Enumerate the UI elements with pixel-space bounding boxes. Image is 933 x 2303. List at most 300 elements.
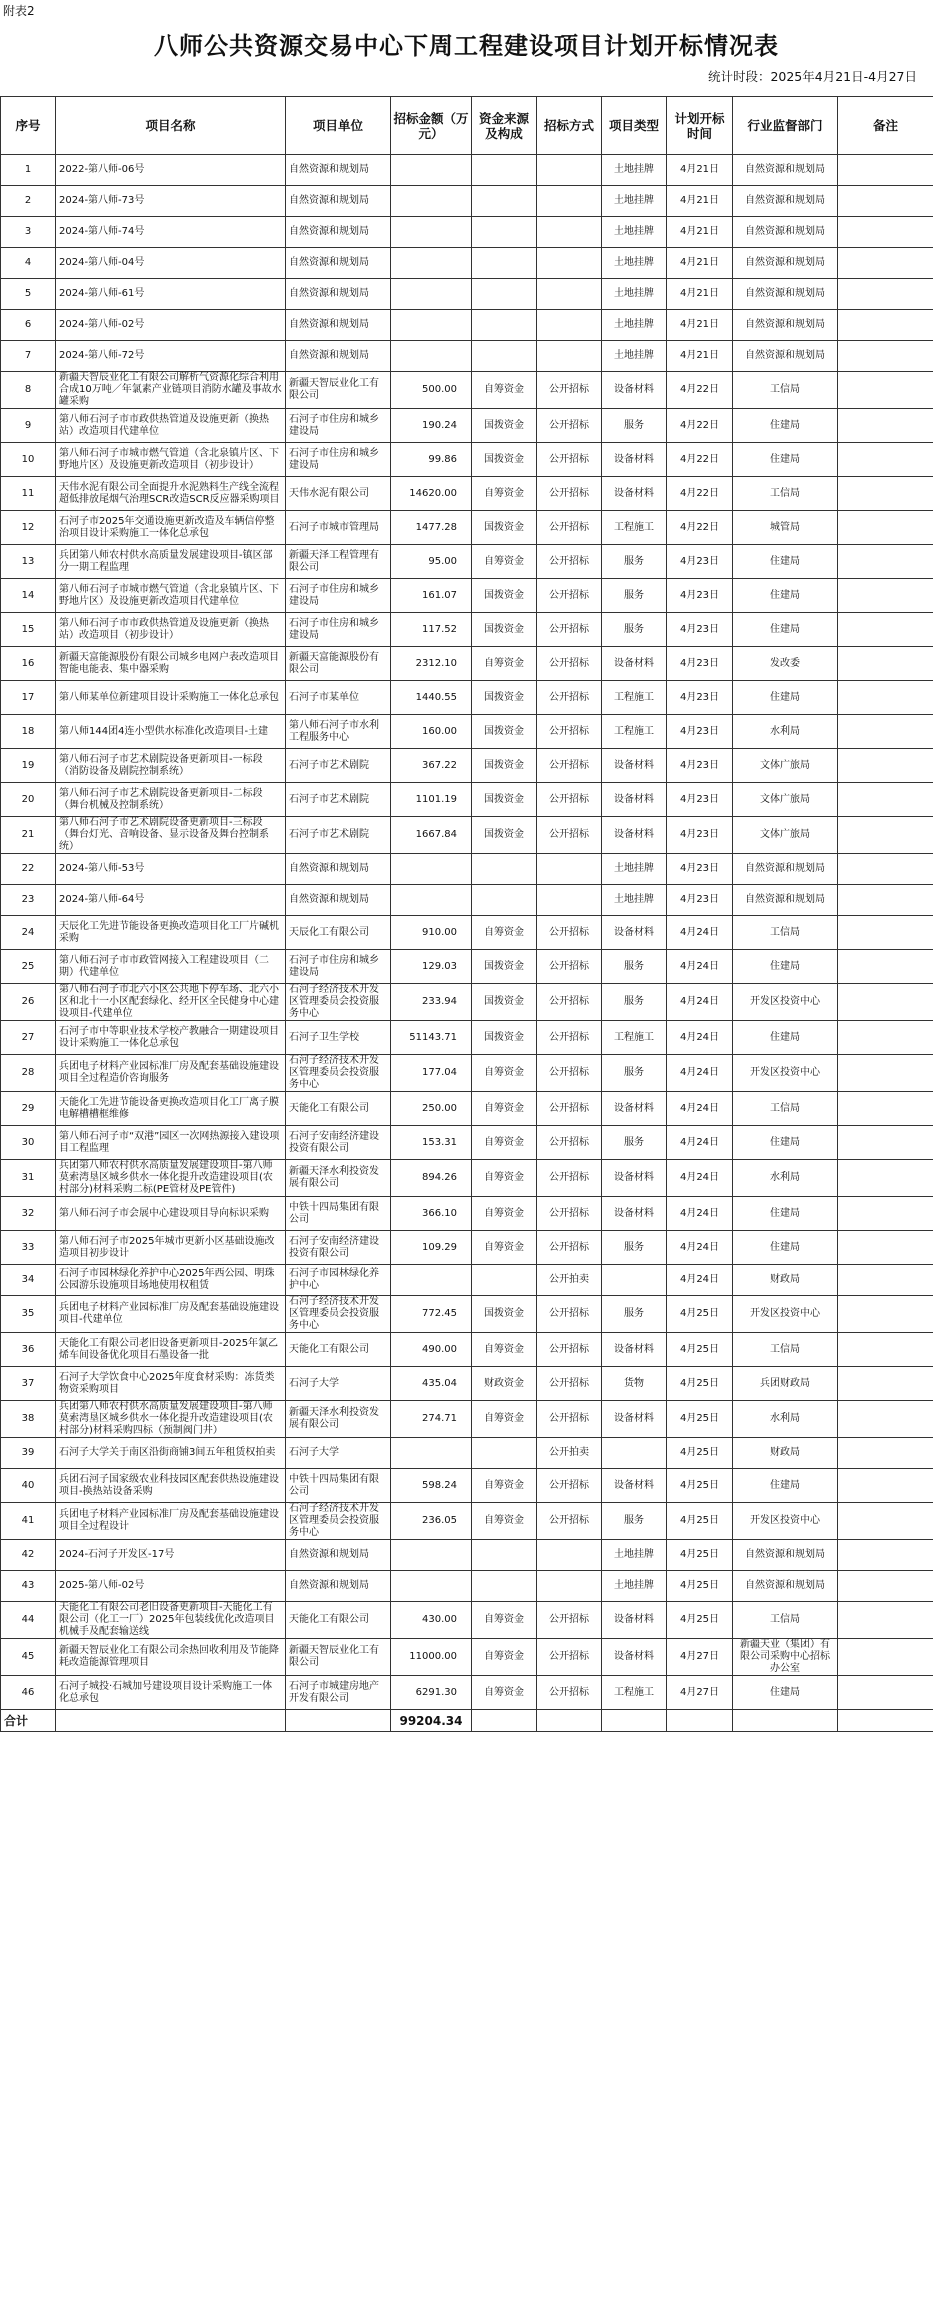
cell-note bbox=[838, 579, 933, 613]
cell-project-unit: 天能化工有限公司 bbox=[286, 1602, 391, 1639]
cell-note bbox=[838, 817, 933, 854]
cell-opening-time: 4月24日 bbox=[667, 1160, 733, 1197]
cell-fund-source bbox=[472, 1265, 537, 1296]
cell-amount: 129.03 bbox=[391, 950, 472, 984]
cell-note bbox=[838, 341, 933, 372]
cell-project-unit: 中铁十四局集团有限公司 bbox=[286, 1469, 391, 1503]
cell-opening-time: 4月25日 bbox=[667, 1296, 733, 1333]
header-project-type: 项目类型 bbox=[602, 97, 667, 155]
cell-project-unit: 自然资源和规划局 bbox=[286, 310, 391, 341]
cell-supervision-dept: 财政局 bbox=[733, 1438, 838, 1469]
cell-amount: 236.05 bbox=[391, 1503, 472, 1540]
table-row bbox=[1, 916, 933, 950]
cell-supervision-dept: 自然资源和规划局 bbox=[733, 155, 838, 186]
table-row bbox=[1, 1021, 933, 1055]
table-row bbox=[1, 1055, 933, 1092]
cell-tender-method: 公开招标 bbox=[537, 613, 602, 647]
cell-seq: 32 bbox=[1, 1197, 56, 1231]
table-row bbox=[1, 155, 933, 186]
cell-supervision-dept: 住建局 bbox=[733, 579, 838, 613]
cell-project-name: 天伟水泥有限公司全面提升水泥熟料生产线全流程超低排放尾烟气治理SCR改造SCR反应器采购项目 bbox=[56, 477, 286, 511]
total-row bbox=[1, 1710, 933, 1732]
cell-opening-time: 4月25日 bbox=[667, 1540, 733, 1571]
cell-project-type: 服务 bbox=[602, 1126, 667, 1160]
cell-seq: 41 bbox=[1, 1503, 56, 1540]
cell-opening-time: 4月24日 bbox=[667, 950, 733, 984]
cell-tender-method: 公开招标 bbox=[537, 647, 602, 681]
cell-project-name: 天辰化工先进节能设备更换改造项目化工厂片碱机采购 bbox=[56, 916, 286, 950]
cell-note bbox=[838, 715, 933, 749]
cell-project-name: 石河子大学饮食中心2025年度食材采购：冻货类物资采购项目 bbox=[56, 1367, 286, 1401]
cell-supervision-dept: 自然资源和规划局 bbox=[733, 854, 838, 885]
cell-project-type: 货物 bbox=[602, 1367, 667, 1401]
total-amount: 99204.34 bbox=[391, 1710, 472, 1732]
cell-project-name: 第八师石河子市2025年城市更新小区基础设施改造项目初步设计 bbox=[56, 1231, 286, 1265]
cell-project-unit: 自然资源和规划局 bbox=[286, 854, 391, 885]
cell-opening-time: 4月22日 bbox=[667, 511, 733, 545]
cell-project-name: 天能化工有限公司老旧设备更新项目-天能化工有限公司（化工一厂）2025年包装线优化改造项目机械手及配套输送线 bbox=[56, 1602, 286, 1639]
cell-project-type: 土地挂牌 bbox=[602, 341, 667, 372]
cell-project-type: 服务 bbox=[602, 950, 667, 984]
cell-tender-method bbox=[537, 854, 602, 885]
cell-tender-method: 公开招标 bbox=[537, 749, 602, 783]
cell-opening-time: 4月21日 bbox=[667, 279, 733, 310]
cell-project-name: 石河子城投·石城加号建设项目设计采购施工一体化总承包 bbox=[56, 1676, 286, 1710]
cell-project-unit: 石河子经济技术开发区管理委员会投资服务中心 bbox=[286, 1503, 391, 1540]
cell-tender-method: 公开招标 bbox=[537, 817, 602, 854]
cell-seq: 40 bbox=[1, 1469, 56, 1503]
cell-amount: 153.31 bbox=[391, 1126, 472, 1160]
table-row bbox=[1, 1126, 933, 1160]
cell-opening-time: 4月24日 bbox=[667, 1231, 733, 1265]
table-row bbox=[1, 1676, 933, 1710]
cell-amount bbox=[391, 186, 472, 217]
cell-fund-source: 自筹资金 bbox=[472, 545, 537, 579]
cell-opening-time: 4月22日 bbox=[667, 409, 733, 443]
cell-project-name: 2024-第八师-02号 bbox=[56, 310, 286, 341]
cell-project-unit: 天能化工有限公司 bbox=[286, 1333, 391, 1367]
cell-opening-time: 4月21日 bbox=[667, 310, 733, 341]
cell-amount: 598.24 bbox=[391, 1469, 472, 1503]
cell-supervision-dept: 住建局 bbox=[733, 1126, 838, 1160]
cell-fund-source bbox=[472, 854, 537, 885]
cell-project-unit: 新疆天智辰业化工有限公司 bbox=[286, 372, 391, 409]
cell-note bbox=[838, 1639, 933, 1676]
cell-seq: 2 bbox=[1, 186, 56, 217]
cell-project-unit: 自然资源和规划局 bbox=[286, 248, 391, 279]
total-empty-cell bbox=[838, 1710, 933, 1732]
cell-seq: 20 bbox=[1, 783, 56, 817]
cell-amount bbox=[391, 854, 472, 885]
cell-fund-source: 国拨资金 bbox=[472, 1021, 537, 1055]
cell-project-type: 服务 bbox=[602, 1296, 667, 1333]
cell-seq: 6 bbox=[1, 310, 56, 341]
total-empty-cell bbox=[602, 1710, 667, 1732]
cell-opening-time: 4月23日 bbox=[667, 749, 733, 783]
cell-tender-method: 公开招标 bbox=[537, 1333, 602, 1367]
cell-fund-source bbox=[472, 279, 537, 310]
header-fund-source: 资金来源及构成 bbox=[472, 97, 537, 155]
cell-note bbox=[838, 1092, 933, 1126]
cell-note bbox=[838, 409, 933, 443]
cell-supervision-dept: 文体广旅局 bbox=[733, 749, 838, 783]
cell-supervision-dept: 自然资源和规划局 bbox=[733, 1540, 838, 1571]
cell-project-name: 2024-石河子开发区-17号 bbox=[56, 1540, 286, 1571]
cell-opening-time: 4月25日 bbox=[667, 1367, 733, 1401]
cell-seq: 25 bbox=[1, 950, 56, 984]
cell-seq: 33 bbox=[1, 1231, 56, 1265]
cell-supervision-dept: 自然资源和规划局 bbox=[733, 885, 838, 916]
cell-project-unit: 自然资源和规划局 bbox=[286, 1571, 391, 1602]
cell-seq: 38 bbox=[1, 1401, 56, 1438]
cell-opening-time: 4月24日 bbox=[667, 1126, 733, 1160]
total-empty-cell bbox=[286, 1710, 391, 1732]
total-empty-cell bbox=[56, 1710, 286, 1732]
table-row bbox=[1, 1503, 933, 1540]
cell-project-unit: 石河子经济技术开发区管理委员会投资服务中心 bbox=[286, 1296, 391, 1333]
cell-amount: 367.22 bbox=[391, 749, 472, 783]
cell-tender-method: 公开招标 bbox=[537, 950, 602, 984]
cell-tender-method: 公开招标 bbox=[537, 1469, 602, 1503]
cell-opening-time: 4月23日 bbox=[667, 715, 733, 749]
cell-project-name: 新疆天智辰业化工有限公司余热回收利用及节能降耗改造能源管理项目 bbox=[56, 1639, 286, 1676]
cell-project-name: 第八师石河子市市政供热管道及设施更新（换热站）改造项目代建单位 bbox=[56, 409, 286, 443]
header-seq: 序号 bbox=[1, 97, 56, 155]
cell-project-name: 兵团石河子国家级农业科技园区配套供热设施建设项目-换热站设备采购 bbox=[56, 1469, 286, 1503]
cell-project-name: 第八师石河子市城市燃气管道（含北泉镇片区、下野地片区）及设施更新改造项目代建单位 bbox=[56, 579, 286, 613]
cell-project-name: 第八师石河子市艺术剧院设备更新项目-一标段（消防设备及剧院控制系统） bbox=[56, 749, 286, 783]
cell-amount: 366.10 bbox=[391, 1197, 472, 1231]
cell-note bbox=[838, 155, 933, 186]
cell-tender-method: 公开招标 bbox=[537, 511, 602, 545]
cell-supervision-dept: 文体广旅局 bbox=[733, 817, 838, 854]
cell-fund-source bbox=[472, 1438, 537, 1469]
cell-opening-time: 4月25日 bbox=[667, 1438, 733, 1469]
cell-project-name: 石河子市园林绿化养护中心2025年西公园、明珠公园游乐设施项目场地使用权租赁 bbox=[56, 1265, 286, 1296]
cell-fund-source: 自筹资金 bbox=[472, 916, 537, 950]
cell-tender-method: 公开招标 bbox=[537, 477, 602, 511]
cell-supervision-dept: 开发区投资中心 bbox=[733, 984, 838, 1021]
cell-note bbox=[838, 310, 933, 341]
table-row bbox=[1, 1333, 933, 1367]
header-project-unit: 项目单位 bbox=[286, 97, 391, 155]
cell-opening-time: 4月23日 bbox=[667, 647, 733, 681]
cell-project-name: 石河子市中等职业技术学校产教融合一期建设项目设计采购施工一体化总承包 bbox=[56, 1021, 286, 1055]
cell-opening-time: 4月23日 bbox=[667, 579, 733, 613]
cell-note bbox=[838, 854, 933, 885]
cell-amount: 233.94 bbox=[391, 984, 472, 1021]
table-row bbox=[1, 217, 933, 248]
cell-supervision-dept: 新疆天业（集团）有限公司采购中心招标办公室 bbox=[733, 1639, 838, 1676]
cell-project-name: 第八师石河子市北六小区公共地下停车场、北六小区和北十一小区配套绿化、经开区全民健身中心建设项目-代建单位 bbox=[56, 984, 286, 1021]
total-empty-cell bbox=[733, 1710, 838, 1732]
cell-project-name: 2024-第八师-61号 bbox=[56, 279, 286, 310]
table-row bbox=[1, 681, 933, 715]
cell-project-unit: 中铁十四局集团有限公司 bbox=[286, 1197, 391, 1231]
table-row bbox=[1, 950, 933, 984]
cell-fund-source: 国拨资金 bbox=[472, 715, 537, 749]
cell-fund-source: 国拨资金 bbox=[472, 511, 537, 545]
cell-opening-time: 4月24日 bbox=[667, 984, 733, 1021]
cell-opening-time: 4月24日 bbox=[667, 1197, 733, 1231]
cell-project-unit: 石河子经济技术开发区管理委员会投资服务中心 bbox=[286, 984, 391, 1021]
table-row bbox=[1, 1401, 933, 1438]
cell-project-type: 土地挂牌 bbox=[602, 1571, 667, 1602]
cell-fund-source: 国拨资金 bbox=[472, 409, 537, 443]
cell-supervision-dept: 发改委 bbox=[733, 647, 838, 681]
cell-supervision-dept: 住建局 bbox=[733, 409, 838, 443]
cell-opening-time: 4月23日 bbox=[667, 817, 733, 854]
cell-amount bbox=[391, 279, 472, 310]
cell-project-name: 天能化工先进节能设备更换改造项目化工厂离子膜电解槽槽框维修 bbox=[56, 1092, 286, 1126]
cell-fund-source: 自筹资金 bbox=[472, 1197, 537, 1231]
cell-supervision-dept: 自然资源和规划局 bbox=[733, 1571, 838, 1602]
cell-fund-source: 国拨资金 bbox=[472, 681, 537, 715]
total-empty-cell bbox=[667, 1710, 733, 1732]
cell-project-unit: 石河子安南经济建设投资有限公司 bbox=[286, 1126, 391, 1160]
cell-project-type: 服务 bbox=[602, 545, 667, 579]
table-body bbox=[1, 155, 933, 1710]
cell-seq: 10 bbox=[1, 443, 56, 477]
table-row bbox=[1, 372, 933, 409]
cell-amount bbox=[391, 310, 472, 341]
cell-opening-time: 4月24日 bbox=[667, 1265, 733, 1296]
header-opening-time: 计划开标时间 bbox=[667, 97, 733, 155]
cell-fund-source: 自筹资金 bbox=[472, 1676, 537, 1710]
cell-project-name: 兵团电子材料产业园标准厂房及配套基础设施建设项目全过程造价咨询服务 bbox=[56, 1055, 286, 1092]
table-row bbox=[1, 715, 933, 749]
cell-opening-time: 4月27日 bbox=[667, 1639, 733, 1676]
cell-amount: 6291.30 bbox=[391, 1676, 472, 1710]
table-row bbox=[1, 1571, 933, 1602]
cell-fund-source: 国拨资金 bbox=[472, 950, 537, 984]
table-row bbox=[1, 279, 933, 310]
cell-supervision-dept: 工信局 bbox=[733, 916, 838, 950]
cell-fund-source: 自筹资金 bbox=[472, 1055, 537, 1092]
cell-seq: 44 bbox=[1, 1602, 56, 1639]
cell-project-type: 设备材料 bbox=[602, 1401, 667, 1438]
table-row bbox=[1, 1639, 933, 1676]
cell-note bbox=[838, 1571, 933, 1602]
cell-amount: 430.00 bbox=[391, 1602, 472, 1639]
cell-amount: 435.04 bbox=[391, 1367, 472, 1401]
cell-amount bbox=[391, 1540, 472, 1571]
cell-tender-method: 公开招标 bbox=[537, 545, 602, 579]
cell-project-name: 兵团电子材料产业园标准厂房及配套基础设施建设项目-代建单位 bbox=[56, 1296, 286, 1333]
cell-tender-method: 公开招标 bbox=[537, 681, 602, 715]
cell-amount: 161.07 bbox=[391, 579, 472, 613]
cell-tender-method: 公开招标 bbox=[537, 1021, 602, 1055]
cell-note bbox=[838, 1676, 933, 1710]
cell-seq: 12 bbox=[1, 511, 56, 545]
cell-supervision-dept: 开发区投资中心 bbox=[733, 1296, 838, 1333]
cell-note bbox=[838, 1602, 933, 1639]
cell-seq: 1 bbox=[1, 155, 56, 186]
cell-seq: 13 bbox=[1, 545, 56, 579]
cell-tender-method bbox=[537, 1571, 602, 1602]
cell-note bbox=[838, 186, 933, 217]
cell-fund-source: 国拨资金 bbox=[472, 783, 537, 817]
cell-project-name: 2024-第八师-04号 bbox=[56, 248, 286, 279]
cell-tender-method bbox=[537, 885, 602, 916]
cell-seq: 21 bbox=[1, 817, 56, 854]
cell-opening-time: 4月25日 bbox=[667, 1401, 733, 1438]
cell-project-unit: 自然资源和规划局 bbox=[286, 155, 391, 186]
cell-tender-method: 公开招标 bbox=[537, 1160, 602, 1197]
cell-supervision-dept: 水利局 bbox=[733, 1160, 838, 1197]
header-tender-method: 招标方式 bbox=[537, 97, 602, 155]
cell-seq: 27 bbox=[1, 1021, 56, 1055]
cell-note bbox=[838, 885, 933, 916]
cell-project-type: 设备材料 bbox=[602, 783, 667, 817]
cell-project-name: 天能化工有限公司老旧设备更新项目-2025年氯乙烯车间设备优化项目石墨设备一批 bbox=[56, 1333, 286, 1367]
table-row bbox=[1, 248, 933, 279]
cell-opening-time: 4月23日 bbox=[667, 854, 733, 885]
cell-amount: 910.00 bbox=[391, 916, 472, 950]
cell-tender-method bbox=[537, 1540, 602, 1571]
cell-project-type: 设备材料 bbox=[602, 1160, 667, 1197]
cell-project-unit: 新疆天泽水利投资发展有限公司 bbox=[286, 1401, 391, 1438]
cell-opening-time: 4月23日 bbox=[667, 613, 733, 647]
cell-note bbox=[838, 1540, 933, 1571]
cell-project-name: 第八师石河子市市政管网接入工程建设项目（二期）代建单位 bbox=[56, 950, 286, 984]
cell-fund-source: 自筹资金 bbox=[472, 1231, 537, 1265]
cell-fund-source: 自筹资金 bbox=[472, 647, 537, 681]
total-empty-cell bbox=[537, 1710, 602, 1732]
cell-note bbox=[838, 217, 933, 248]
cell-amount: 95.00 bbox=[391, 545, 472, 579]
cell-supervision-dept: 财政局 bbox=[733, 1265, 838, 1296]
table-row bbox=[1, 579, 933, 613]
cell-supervision-dept: 水利局 bbox=[733, 1401, 838, 1438]
cell-tender-method: 公开招标 bbox=[537, 1055, 602, 1092]
cell-fund-source: 自筹资金 bbox=[472, 1092, 537, 1126]
cell-opening-time: 4月27日 bbox=[667, 1676, 733, 1710]
cell-tender-method: 公开招标 bbox=[537, 1602, 602, 1639]
cell-amount: 772.45 bbox=[391, 1296, 472, 1333]
cell-seq: 5 bbox=[1, 279, 56, 310]
table-row bbox=[1, 783, 933, 817]
cell-project-type: 服务 bbox=[602, 409, 667, 443]
cell-fund-source: 财政资金 bbox=[472, 1367, 537, 1401]
cell-project-unit: 石河子市某单位 bbox=[286, 681, 391, 715]
cell-seq: 11 bbox=[1, 477, 56, 511]
cell-supervision-dept: 住建局 bbox=[733, 1469, 838, 1503]
table-row bbox=[1, 545, 933, 579]
cell-tender-method: 公开拍卖 bbox=[537, 1438, 602, 1469]
cell-amount: 2312.10 bbox=[391, 647, 472, 681]
cell-project-name: 兵团第八师农村供水高质量发展建设项目-镇区部分一期工程监理 bbox=[56, 545, 286, 579]
cell-note bbox=[838, 1333, 933, 1367]
cell-project-type: 设备材料 bbox=[602, 443, 667, 477]
cell-opening-time: 4月23日 bbox=[667, 885, 733, 916]
cell-project-unit: 石河子市住房和城乡建设局 bbox=[286, 950, 391, 984]
cell-project-type: 服务 bbox=[602, 1231, 667, 1265]
cell-opening-time: 4月21日 bbox=[667, 217, 733, 248]
table-row bbox=[1, 1438, 933, 1469]
cell-fund-source bbox=[472, 186, 537, 217]
cell-project-name: 2025-第八师-02号 bbox=[56, 1571, 286, 1602]
cell-project-unit: 石河子大学 bbox=[286, 1438, 391, 1469]
cell-seq: 22 bbox=[1, 854, 56, 885]
cell-seq: 8 bbox=[1, 372, 56, 409]
cell-supervision-dept: 城管局 bbox=[733, 511, 838, 545]
cell-supervision-dept: 开发区投资中心 bbox=[733, 1055, 838, 1092]
table-row bbox=[1, 1367, 933, 1401]
cell-project-unit: 石河子市住房和城乡建设局 bbox=[286, 613, 391, 647]
cell-amount bbox=[391, 885, 472, 916]
cell-project-type: 设备材料 bbox=[602, 1092, 667, 1126]
cell-project-unit: 石河子大学 bbox=[286, 1367, 391, 1401]
cell-seq: 3 bbox=[1, 217, 56, 248]
cell-project-type: 工程施工 bbox=[602, 715, 667, 749]
cell-note bbox=[838, 916, 933, 950]
table-row bbox=[1, 1092, 933, 1126]
table-row bbox=[1, 310, 933, 341]
cell-note bbox=[838, 950, 933, 984]
cell-project-unit: 天能化工有限公司 bbox=[286, 1092, 391, 1126]
cell-amount: 99.86 bbox=[391, 443, 472, 477]
cell-amount: 1101.19 bbox=[391, 783, 472, 817]
cell-tender-method bbox=[537, 248, 602, 279]
cell-tender-method: 公开招标 bbox=[537, 984, 602, 1021]
cell-opening-time: 4月22日 bbox=[667, 477, 733, 511]
project-table bbox=[0, 96, 933, 1732]
cell-amount: 894.26 bbox=[391, 1160, 472, 1197]
cell-note bbox=[838, 984, 933, 1021]
cell-note bbox=[838, 372, 933, 409]
cell-project-name: 2024-第八师-64号 bbox=[56, 885, 286, 916]
cell-project-name: 2022-第八师-06号 bbox=[56, 155, 286, 186]
cell-project-type: 土地挂牌 bbox=[602, 279, 667, 310]
cell-supervision-dept: 自然资源和规划局 bbox=[733, 186, 838, 217]
cell-project-type: 土地挂牌 bbox=[602, 310, 667, 341]
cell-fund-source: 国拨资金 bbox=[472, 817, 537, 854]
cell-note bbox=[838, 1367, 933, 1401]
cell-supervision-dept: 自然资源和规划局 bbox=[733, 248, 838, 279]
cell-tender-method: 公开招标 bbox=[537, 783, 602, 817]
cell-amount bbox=[391, 155, 472, 186]
cell-fund-source bbox=[472, 1571, 537, 1602]
cell-supervision-dept: 工信局 bbox=[733, 1333, 838, 1367]
cell-project-type: 设备材料 bbox=[602, 1197, 667, 1231]
cell-supervision-dept: 开发区投资中心 bbox=[733, 1503, 838, 1540]
cell-opening-time: 4月21日 bbox=[667, 155, 733, 186]
cell-note bbox=[838, 1265, 933, 1296]
cell-note bbox=[838, 1401, 933, 1438]
cell-project-type: 服务 bbox=[602, 984, 667, 1021]
cell-project-type: 工程施工 bbox=[602, 681, 667, 715]
cell-project-type: 工程施工 bbox=[602, 511, 667, 545]
header-project-name: 项目名称 bbox=[56, 97, 286, 155]
table-row bbox=[1, 1540, 933, 1571]
table-row bbox=[1, 1265, 933, 1296]
cell-supervision-dept: 住建局 bbox=[733, 1231, 838, 1265]
cell-supervision-dept: 工信局 bbox=[733, 477, 838, 511]
cell-fund-source: 自筹资金 bbox=[472, 372, 537, 409]
cell-fund-source: 国拨资金 bbox=[472, 443, 537, 477]
cell-fund-source: 自筹资金 bbox=[472, 1602, 537, 1639]
cell-tender-method: 公开招标 bbox=[537, 443, 602, 477]
table-row bbox=[1, 613, 933, 647]
cell-amount: 51143.71 bbox=[391, 1021, 472, 1055]
cell-amount bbox=[391, 217, 472, 248]
cell-amount: 11000.00 bbox=[391, 1639, 472, 1676]
cell-project-type bbox=[602, 1265, 667, 1296]
cell-fund-source bbox=[472, 155, 537, 186]
cell-opening-time: 4月25日 bbox=[667, 1602, 733, 1639]
cell-project-type: 工程施工 bbox=[602, 1676, 667, 1710]
